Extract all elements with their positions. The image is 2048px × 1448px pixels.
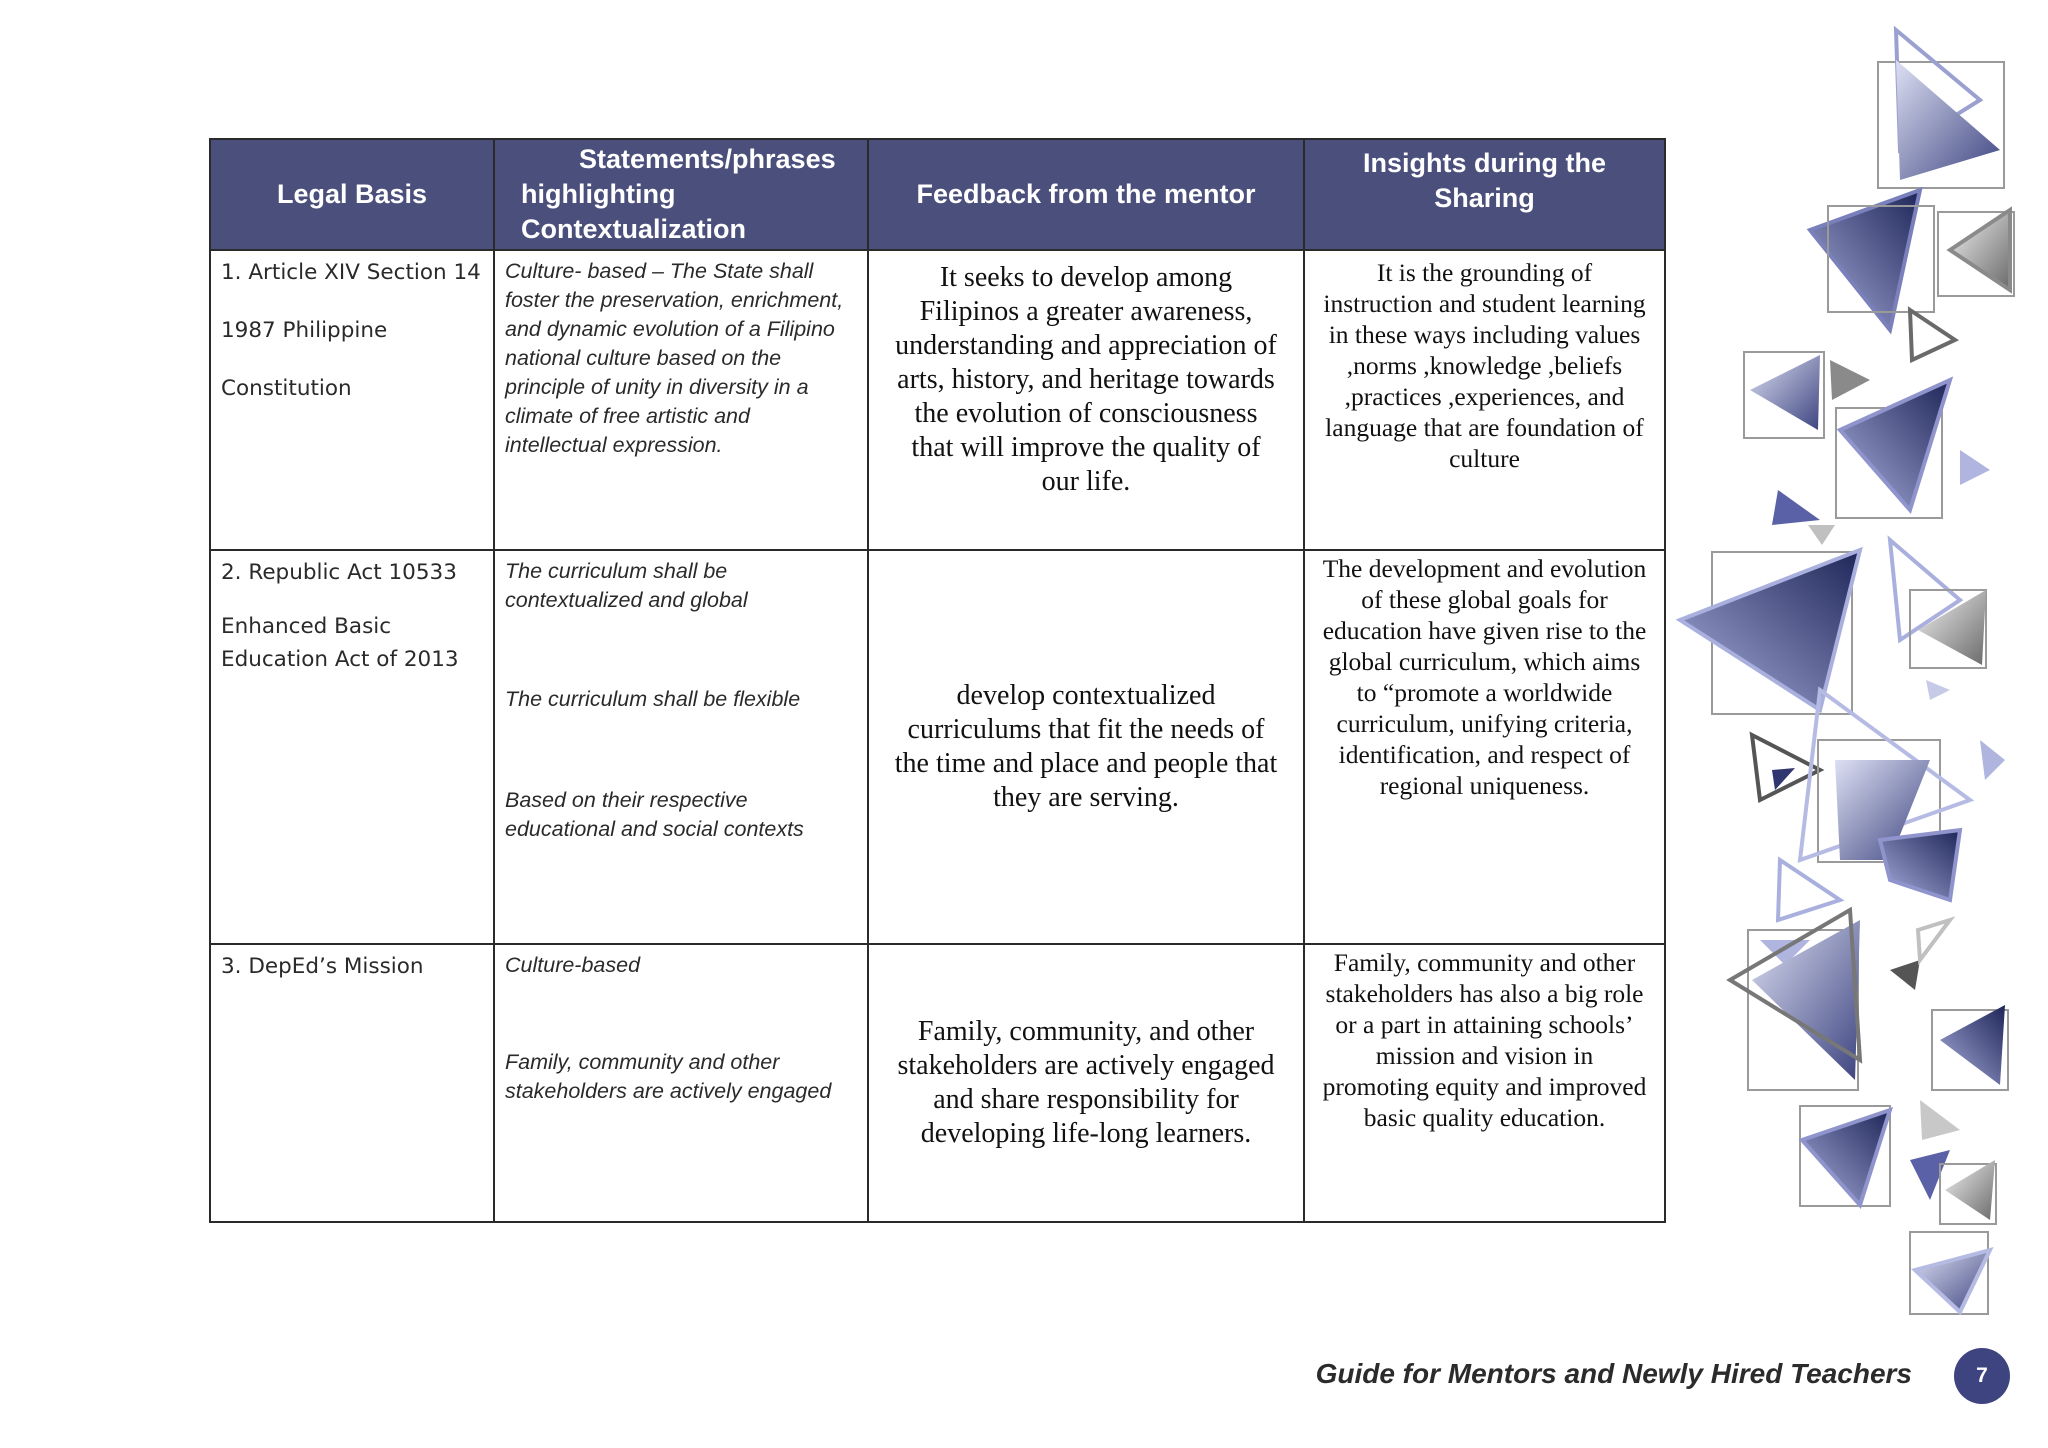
- content-table-wrapper: [209, 138, 1666, 1223]
- feedback-cell: develop contextualized curriculums that fit the needs of the time and place and people that they are serving.: [868, 550, 1304, 944]
- statements-cell: Culture- based – The State shall foster the preservation, enrichment, and dynamic evolution of a Filipino national culture based on the principle of unity in diversity in a climate of free artistic and intellectual expression.: [494, 250, 868, 550]
- legal-basis-cell: 1. Article XIV Section 14 1987 Philippine Constitution: [210, 250, 494, 550]
- header-feedback: Feedback from the mentor: [868, 139, 1304, 250]
- table-row: [210, 944, 1665, 1222]
- legal-basis-cell: 2. Republic Act 10533 Enhanced Basic Education Act of 2013: [210, 550, 494, 944]
- statements-cell: Culture-based Family, community and other stakeholders are actively engaged: [494, 944, 868, 1222]
- header-legal-basis: Legal Basis: [210, 139, 494, 250]
- table-row: [210, 250, 1665, 550]
- insight-cell: It is the grounding of instruction and student learning in these ways including values ,norms ,knowledge ,beliefs ,practices ,experiences, and language that are foundation of culture: [1304, 250, 1665, 550]
- header-statements: Statements/phrases highlighting Contextualization: [494, 139, 868, 250]
- feedback-cell: Family, community, and other stakeholders are actively engaged and share responsibility for developing life-long learners.: [868, 944, 1304, 1222]
- insight-cell: The development and evolution of these global goals for education have given rise to the global curriculum, which aims to “promote a worldwide curriculum, unifying criteria, identification, and respect of regional uniqueness.: [1304, 550, 1665, 944]
- feedback-cell: It seeks to develop among Filipinos a greater awareness, understanding and appreciation of arts, history, and heritage towards the evolution of consciousness that will improve the quality of our life.: [868, 250, 1304, 550]
- legal-basis-table: [209, 138, 1666, 1223]
- page-number-badge: 7: [1954, 1348, 2010, 1404]
- insight-cell: Family, community and other stakeholders has also a big role or a part in attaining schools’ mission and vision in promoting equity and improved basic quality education.: [1304, 944, 1665, 1222]
- table-row: [210, 550, 1665, 944]
- header-insights: Insights during the Sharing: [1304, 139, 1665, 250]
- table-header-row: [210, 139, 1665, 250]
- footer-guide-title: Guide for Mentors and Newly Hired Teachers: [1315, 1358, 1912, 1389]
- triangle-pattern-icon: [1660, 0, 2048, 1448]
- legal-basis-cell: 3. DepEd’s Mission: [210, 944, 494, 1222]
- statements-cell: The curriculum shall be contextualized and global The curriculum shall be flexible Based on their respective educational and social contexts: [494, 550, 868, 944]
